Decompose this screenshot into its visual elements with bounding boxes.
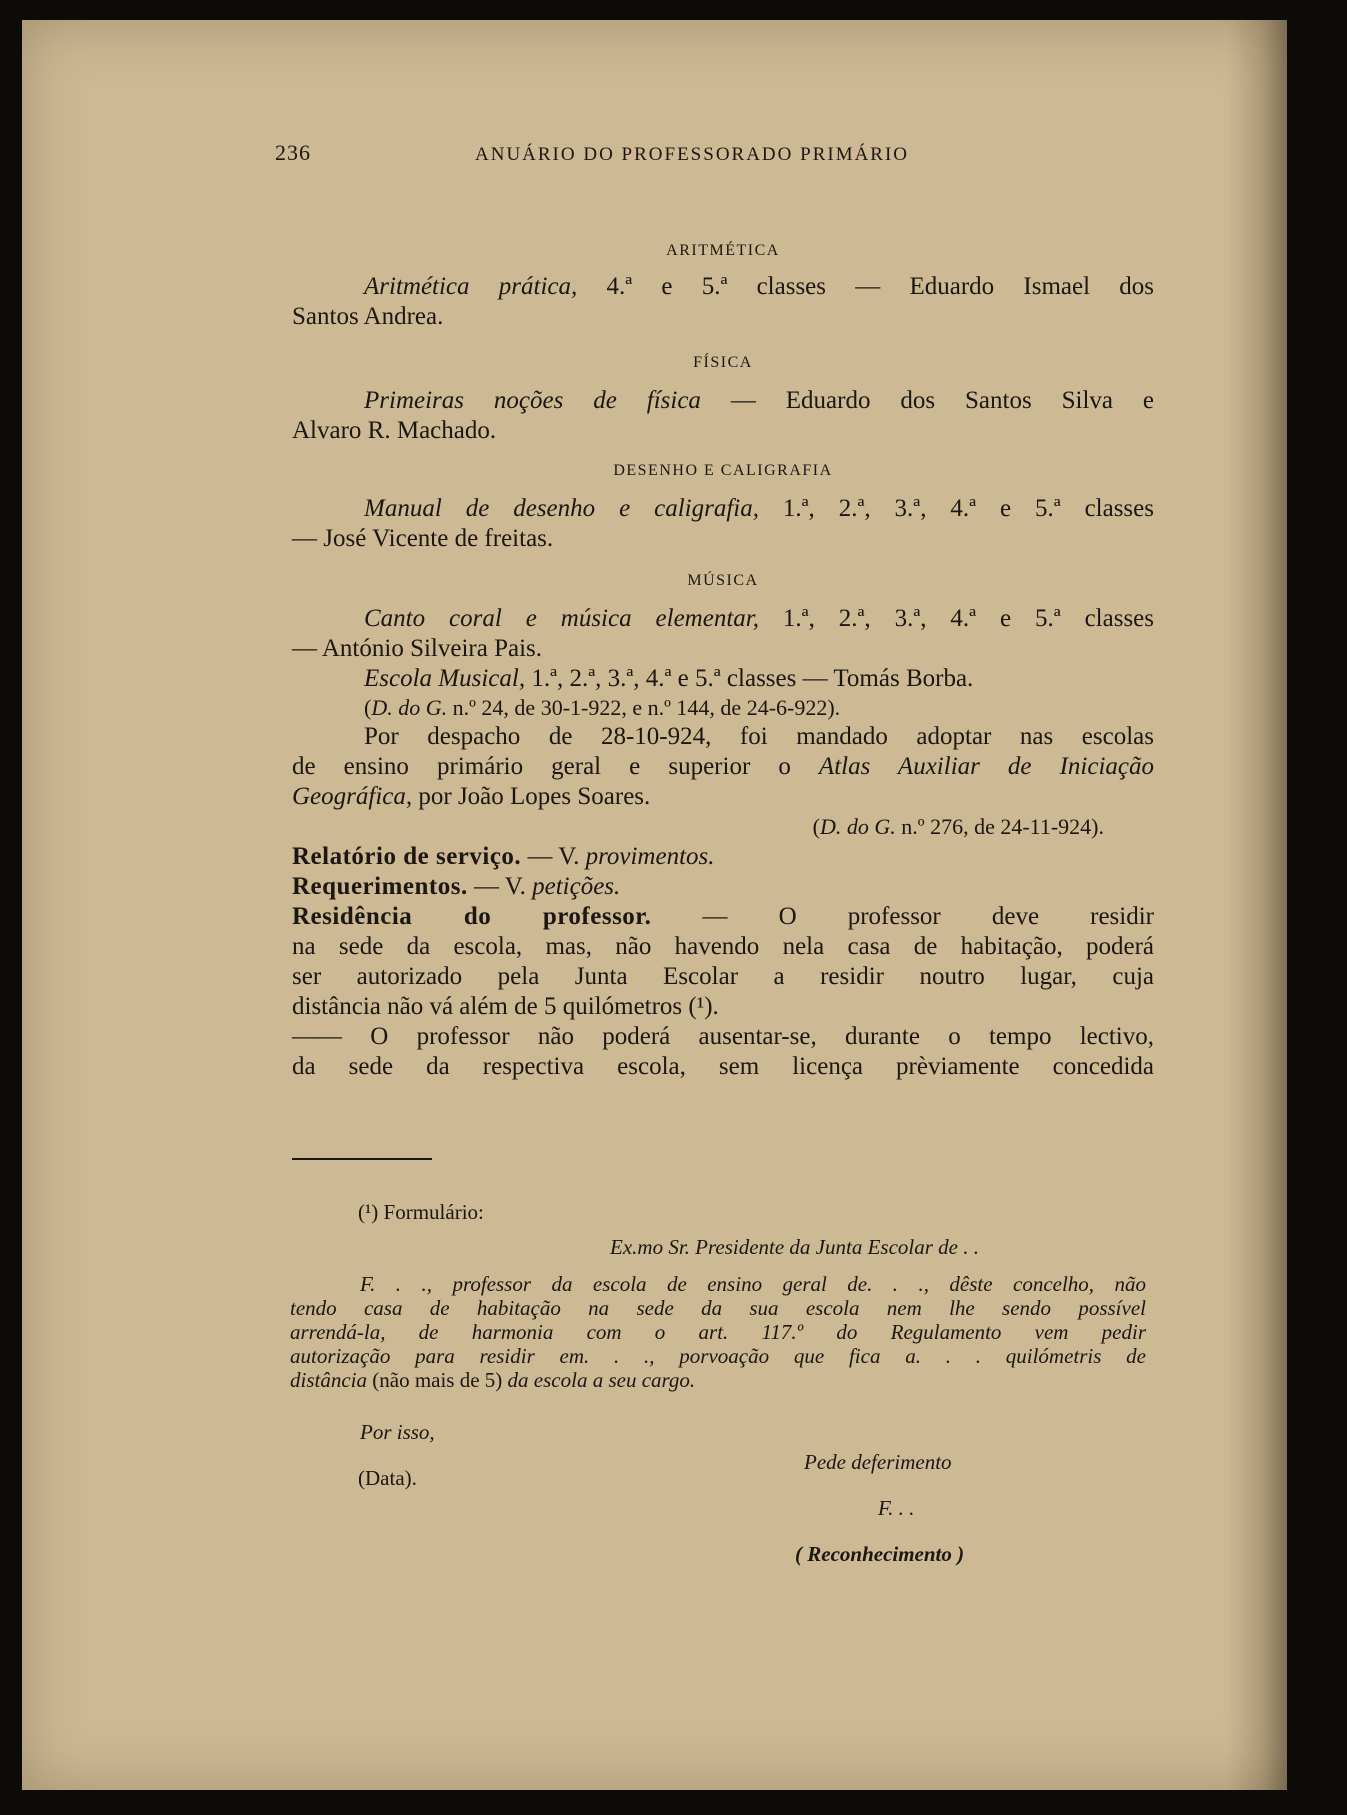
musica-line-3: Escola Musical, 1.ª, 2.ª, 3.ª, 4.ª e 5.ª classes — Tomás Borba.	[364, 665, 974, 692]
footnote-salutation: Ex.mo Sr. Presidente da Junta Escolar de . .	[610, 1235, 979, 1259]
running-head: ANUÁRIO DO PROFESSORADO PRIMÁRIO	[475, 144, 910, 165]
entry-term-requerimentos: Requerimentos.	[292, 873, 468, 900]
page-number: 236	[275, 140, 311, 165]
footnote-por-isso: Por isso,	[360, 1420, 435, 1444]
footnote-pede-deferimento: Pede deferimento	[804, 1450, 952, 1474]
entry-term-residencia: Residência do professor.	[292, 903, 652, 930]
entry-residencia-line-3: ser autorizado pela Junta Escolar a residir noutro lugar, cuja	[292, 963, 1154, 990]
footnote-rule	[292, 1158, 432, 1160]
musica-line-2: — António Silveira Pais.	[292, 635, 542, 662]
entry-residencia-line-4: distância não vá além de 5 quilómetros (¹).	[292, 993, 719, 1020]
musica-source: (D. do G. n.º 24, de 30-1-922, e n.º 144, de 24-6-922).	[364, 695, 841, 720]
section-heading-aritmetica: ARITMÉTICA	[666, 242, 780, 259]
fisica-line-1: Primeiras noções de física — Eduardo dos Santos Silva e	[364, 387, 1154, 414]
entry-relatorio: Relatório de serviço. — V. provimentos.	[292, 843, 715, 870]
footnote-reconhecimento: ( Reconhecimento )	[795, 1542, 965, 1566]
section-heading-fisica: FÍSICA	[693, 354, 753, 371]
page-header	[275, 140, 1035, 172]
entry-term-relatorio: Relatório de serviço.	[292, 843, 522, 870]
entry-professor-line-1: —— O professor não poderá ausentar-se, durante o tempo lectivo,	[292, 1023, 1154, 1050]
footnote-signature: F. . .	[878, 1496, 915, 1520]
main-text	[292, 240, 1154, 1082]
desenho-line-2: — José Vicente de freitas.	[292, 525, 554, 552]
aritmetica-line-1: Aritmética prática, 4.ª e 5.ª classes — Eduardo Ismael dos	[364, 273, 1155, 300]
despacho-line-1: Por despacho de 28-10-924, foi mandado adoptar nas escolas	[364, 723, 1154, 750]
desenho-line-1: Manual de desenho e caligrafia, 1.ª, 2.ª, 3.ª, 4.ª e 5.ª classes	[364, 495, 1154, 522]
musica-line-1: Canto coral e música elementar, 1.ª, 2.ª, 3.ª, 4.ª e 5.ª classes	[364, 605, 1154, 632]
entry-residencia-line-2: na sede da escola, mas, não havendo nela casa de habitação, poderá	[292, 933, 1154, 960]
despacho-source: (D. do G. n.º 276, de 24-11-924).	[812, 814, 1104, 839]
section-heading-musica: MÚSICA	[687, 572, 759, 589]
section-heading-desenho: DESENHO E CALIGRAFIA	[613, 462, 833, 479]
page-edge-shadow	[1227, 20, 1287, 1790]
entry-requerimentos: Requerimentos. — V. petições.	[292, 873, 621, 900]
footnote-body: F. . ., professor da escola de ensino geral de. . ., dêste concelho, não tendo casa de habitação na sede da sua escola nem lhe sendo possível arrendá-la, de harmonia com o art. 117.º do Regulamento vem pedir autorização para residir em. . ., porvoação que fica a. . . quilómetris de distância (não mais de 5) da escola a seu cargo.	[290, 1272, 1146, 1392]
footnote-label: (¹) Formulário:	[358, 1200, 484, 1224]
aritmetica-line-2: Santos Andrea.	[292, 303, 444, 330]
fisica-line-2: Alvaro R. Machado.	[292, 417, 497, 444]
despacho-line-3: Geográfica, por João Lopes Soares.	[292, 783, 651, 810]
entry-professor-line-2: da sede da respectiva escola, sem licença prèviamente concedida	[292, 1053, 1154, 1080]
despacho-line-2: de ensino primário geral e superior o Atlas Auxiliar de Iniciação	[292, 753, 1155, 780]
footnote-data: (Data).	[358, 1466, 417, 1490]
entry-residencia-line-1: Residência do professor. — O professor deve residir	[292, 903, 1155, 930]
